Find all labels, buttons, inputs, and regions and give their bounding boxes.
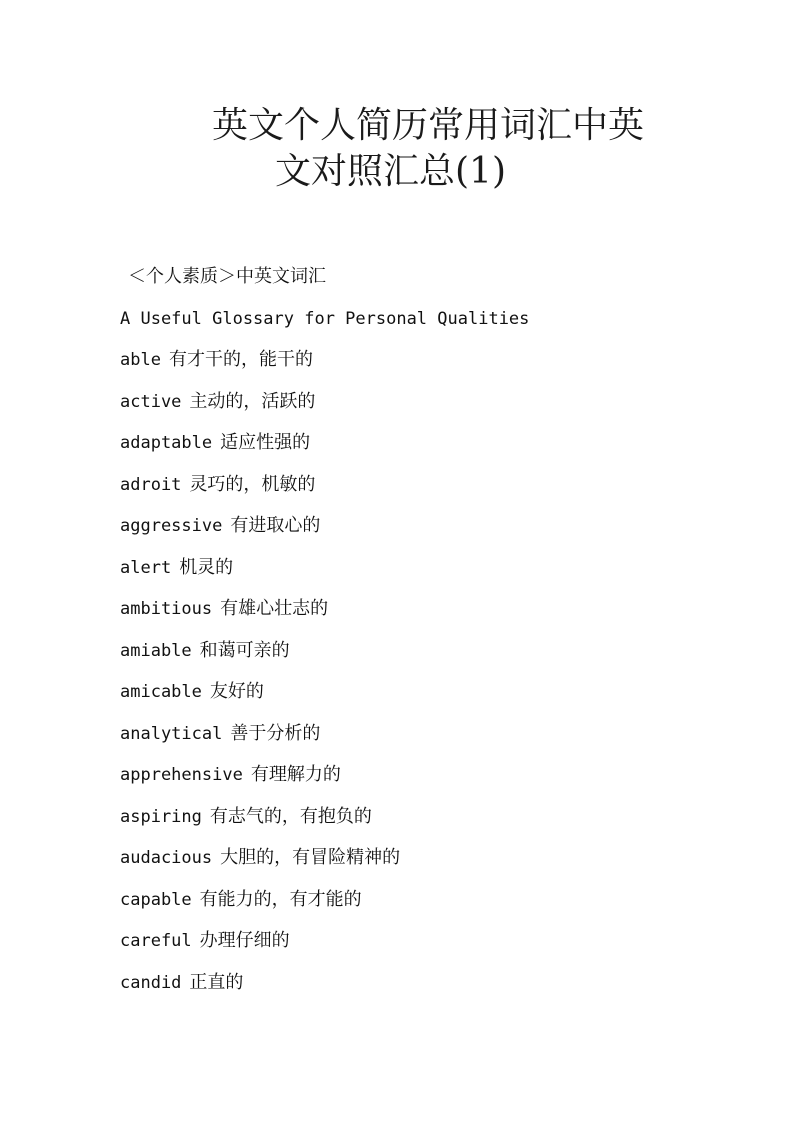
entry-term: careful — [120, 931, 192, 951]
glossary-entry — [120, 513, 400, 555]
glossary-entry — [120, 389, 400, 431]
glossary-entry — [120, 430, 400, 472]
glossary-entry — [120, 804, 400, 846]
glossary-subheading: A Useful Glossary for Personal Qualities — [120, 309, 530, 329]
entry-term: capable — [120, 889, 192, 910]
entry-meaning: 友好的 — [209, 681, 264, 702]
entry-meaning: 办理仔细的 — [199, 930, 290, 951]
entry-term: amiable — [120, 640, 192, 661]
entry-term: aggressive — [120, 516, 223, 536]
glossary-entry — [120, 928, 400, 970]
glossary-entry — [120, 970, 400, 1012]
glossary-entry — [120, 596, 400, 638]
entry-meaning: 大胆的，有冒险精神的 — [220, 847, 401, 868]
glossary-entry — [120, 887, 400, 929]
entry-term: ambitious — [120, 599, 213, 619]
entry-meaning: 和蔼可亲的 — [199, 639, 290, 661]
entry-meaning: 机灵的 — [179, 556, 234, 578]
entry-meaning: 有理解力的 — [250, 764, 341, 785]
entry-meaning: 灵巧的，机敏的 — [189, 473, 316, 495]
entry-meaning: 有志气的，有抱负的 — [209, 805, 372, 827]
entry-meaning: 有进取心的 — [230, 515, 321, 536]
glossary-entry — [120, 721, 400, 763]
entry-term: amicable — [120, 682, 202, 702]
entry-meaning: 主动的，活跃的 — [189, 390, 316, 412]
document-title-line-1: 英文个人简历常用词汇中英 — [212, 105, 645, 146]
entry-term: adaptable — [120, 433, 213, 453]
glossary-entry — [120, 638, 400, 680]
glossary-entry — [120, 845, 400, 887]
entry-term: analytical — [120, 723, 223, 744]
entry-meaning: 适应性强的 — [220, 432, 311, 453]
entry-term: able — [120, 350, 161, 370]
entry-term: aspiring — [120, 806, 202, 827]
section-heading: ＜个人素质＞中英文词汇 — [128, 266, 326, 287]
glossary-entry — [120, 555, 400, 597]
glossary-entry — [120, 762, 400, 804]
glossary-entry — [120, 347, 400, 389]
entry-meaning: 善于分析的 — [230, 722, 321, 744]
entry-term: active — [120, 391, 182, 412]
entry-meaning: 有能力的，有才能的 — [199, 888, 362, 910]
glossary-entry — [120, 472, 400, 514]
glossary-list — [120, 347, 400, 1011]
entry-term: audacious — [120, 848, 213, 868]
entry-term: alert — [120, 557, 172, 578]
document-title-line-2: 文对照汇总(1) — [275, 151, 506, 192]
entry-meaning: 正直的 — [189, 971, 244, 993]
entry-meaning: 有才干的，能干的 — [168, 349, 313, 370]
entry-term: candid — [120, 972, 182, 993]
entry-term: apprehensive — [120, 765, 243, 785]
entry-term: adroit — [120, 474, 182, 495]
entry-meaning: 有雄心壮志的 — [220, 598, 329, 619]
glossary-entry — [120, 679, 400, 721]
